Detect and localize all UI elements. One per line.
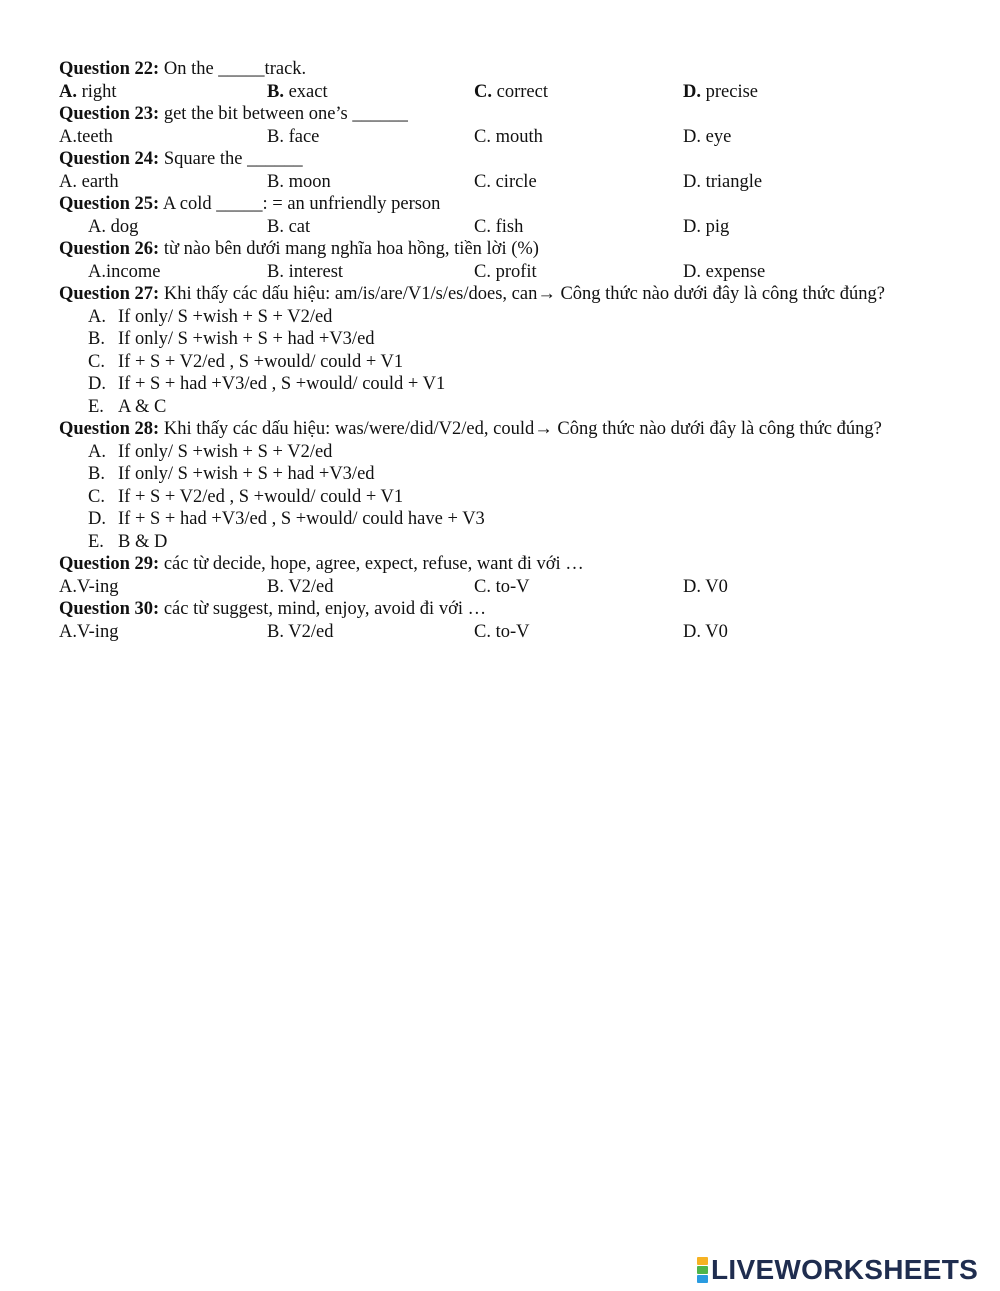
option-d[interactable]: D. If + S + had +V3/ed , S +would/ could have + V3: [88, 509, 485, 529]
question-label: Question 22:: [59, 59, 160, 79]
option-a[interactable]: A. dog: [88, 216, 139, 237]
question-stem: A cold _____: = an unfriendly person: [159, 194, 441, 214]
option-c[interactable]: C. fish: [474, 216, 524, 237]
option-c[interactable]: C. If + S + V2/ed , S +would/ could + V1: [88, 486, 404, 507]
question-label: Question 25:: [59, 194, 160, 214]
question-29: [59, 553, 959, 576]
question-22: [59, 58, 959, 81]
question-27-options: [59, 306, 959, 419]
question-label: Question 28:: [59, 419, 160, 439]
question-stem: từ nào bên dưới mang nghĩa hoa hồng, tiền lời (%): [159, 239, 539, 259]
question-25: [59, 193, 959, 216]
option-c[interactable]: C. to-V: [474, 576, 530, 597]
question-stem: Khi thấy các dấu hiệu: was/were/did/V2/ed, could→ Công thức nào dưới đây là công thức đúng?: [159, 419, 882, 439]
option-a[interactable]: A.teeth: [59, 126, 113, 147]
option-b[interactable]: B. cat: [267, 216, 311, 237]
option-a[interactable]: A.V-ing: [59, 576, 119, 597]
question-30-options: [59, 621, 959, 644]
option-c[interactable]: C. to-V: [474, 621, 530, 642]
question-stem: get the bit between one’s ______: [159, 104, 408, 124]
option-c[interactable]: C. circle: [474, 171, 537, 192]
option-d[interactable]: D. V0: [683, 576, 728, 597]
option-b[interactable]: B. exact: [267, 81, 328, 102]
question-27: [59, 283, 959, 306]
option-a[interactable]: A. earth: [59, 171, 119, 192]
question-26: [59, 238, 959, 261]
option-e[interactable]: E. A & C: [88, 396, 167, 417]
question-label: Question 24:: [59, 149, 160, 169]
option-b[interactable]: B. V2/ed: [267, 576, 334, 597]
question-28-options: [59, 441, 959, 554]
question-30: [59, 598, 959, 621]
question-label: Question 27:: [59, 284, 160, 304]
option-a[interactable]: A. If only/ S +wish + S + V2/ed: [88, 306, 333, 327]
question-23: [59, 103, 959, 126]
option-b[interactable]: B. If only/ S +wish + S + had +V3/ed: [88, 329, 375, 349]
option-d[interactable]: D. If + S + had +V3/ed , S +would/ could + V1: [88, 374, 446, 394]
question-stem: các từ suggest, mind, enjoy, avoid đi với …: [159, 599, 487, 619]
option-d[interactable]: D. triangle: [683, 171, 763, 192]
liveworksheets-logo-icon: [697, 1257, 708, 1283]
option-b[interactable]: B. If only/ S +wish + S + had +V3/ed: [88, 464, 375, 484]
worksheet-content: [59, 58, 959, 643]
question-label: Question 26:: [59, 239, 160, 259]
question-29-options: [59, 576, 959, 599]
question-23-options: [59, 126, 959, 149]
option-b[interactable]: B. V2/ed: [267, 621, 334, 642]
logo-text: LIVEWORKSHEETS: [711, 1254, 979, 1285]
option-e[interactable]: E. B & D: [88, 531, 168, 552]
question-24-options: [59, 171, 959, 194]
option-d[interactable]: D. pig: [683, 216, 730, 237]
option-a[interactable]: A.V-ing: [59, 621, 119, 642]
option-a[interactable]: A.income: [88, 261, 161, 282]
option-a[interactable]: A. If only/ S +wish + S + V2/ed: [88, 441, 333, 462]
option-a[interactable]: A. right: [59, 81, 117, 102]
option-b[interactable]: B. moon: [267, 171, 331, 192]
question-28: [59, 418, 959, 441]
option-c[interactable]: C. mouth: [474, 126, 543, 147]
question-stem: các từ decide, hope, agree, expect, refuse, want đi với …: [159, 554, 584, 574]
option-b[interactable]: B. face: [267, 126, 320, 147]
question-24: [59, 148, 959, 171]
question-label: Question 29:: [59, 554, 160, 574]
option-d[interactable]: D. precise: [683, 81, 759, 102]
question-25-options: [59, 216, 959, 239]
question-label: Question 23:: [59, 104, 160, 124]
option-d[interactable]: D. expense: [683, 261, 766, 282]
option-c[interactable]: C. If + S + V2/ed , S +would/ could + V1: [88, 351, 404, 372]
option-d[interactable]: D. eye: [683, 126, 732, 147]
question-stem: On the _____track.: [159, 59, 307, 79]
question-22-options: [59, 81, 959, 104]
question-26-options: [59, 261, 959, 284]
option-c[interactable]: C. correct: [474, 81, 548, 102]
option-d[interactable]: D. V0: [683, 621, 728, 642]
question-label: Question 30:: [59, 599, 160, 619]
option-c[interactable]: C. profit: [474, 261, 537, 282]
liveworksheets-logo: [697, 1255, 978, 1285]
option-b[interactable]: B. interest: [267, 261, 344, 282]
question-stem: Square the ______: [159, 149, 303, 169]
question-stem: Khi thấy các dấu hiệu: am/is/are/V1/s/es/does, can→ Công thức nào dưới đây là công thức đúng?: [159, 284, 885, 304]
